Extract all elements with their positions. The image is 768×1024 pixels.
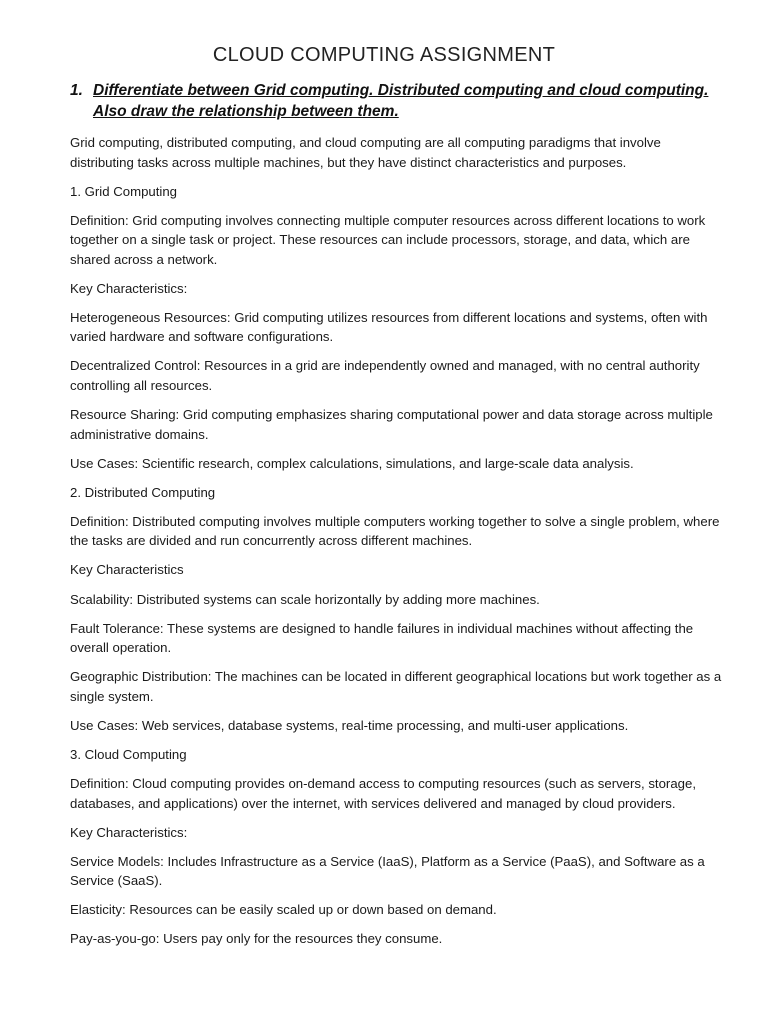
intro-paragraph: Grid computing, distributed computing, and cloud computing are all computing paradigms that involve distributing tasks across multiple machines, but they have distinct characteristics and purposes.	[70, 135, 661, 170]
question-number: 1.	[70, 82, 83, 99]
grid-use-cases: Use Cases: Scientific research, complex calculations, simulations, and large-scale data analysis.	[70, 455, 634, 471]
section-heading-distributed: 2. Distributed Computing	[70, 484, 216, 500]
distributed-key-characteristics-label: Key Characteristics	[70, 562, 184, 578]
question-text: Differentiate between Grid computing. Distributed computing and cloud computing. Also draw the relationship between them.	[93, 82, 709, 120]
cloud-service-models: Service Models: Includes Infrastructure as a Service (IaaS), Platform as a Service (PaaS), and Software as a Service (SaaS).	[70, 853, 705, 889]
cloud-key-characteristics-label: Key Characteristics:	[70, 824, 188, 840]
grid-heterogeneous-resources: Heterogeneous Resources: Grid computing utilizes resources from different locations and systems, often with varied hardware and software configurations.	[70, 309, 708, 345]
distributed-geographic-distribution: Geographic Distribution: The machines can be located in different geographical locations but work together as a single system.	[70, 669, 722, 704]
section-heading-grid: 1. Grid Computing	[70, 183, 178, 199]
page-title: CLOUD COMPUTING ASSIGNMENT	[212, 44, 556, 66]
grid-definition: Definition: Grid computing involves connecting multiple computer resources across different locations to work together on a single task or project. These resources can include processors, storage, and data, which are shared across a network.	[70, 212, 706, 267]
question-heading	[70, 80, 710, 122]
distributed-use-cases: Use Cases: Web services, database systems, real-time processing, and multi-user applications.	[70, 717, 629, 733]
grid-decentralized-control: Decentralized Control: Resources in a grid are independently owned and managed, with no central authority controlling all resources.	[70, 358, 700, 393]
grid-resource-sharing: Resource Sharing: Grid computing emphasizes sharing computational power and data storage across multiple administrative domains.	[70, 407, 713, 442]
distributed-scalability: Scalability: Distributed systems can scale horizontally by adding more machines.	[70, 591, 540, 607]
cloud-elasticity: Elasticity: Resources can be easily scaled up or down based on demand.	[70, 902, 497, 918]
cloud-definition: Definition: Cloud computing provides on-demand access to computing resources (such as servers, storage, databases, and applications) over the internet, with services delivered and managed by cloud providers.	[70, 776, 696, 811]
section-heading-cloud: 3. Cloud Computing	[70, 746, 187, 762]
distributed-fault-tolerance: Fault Tolerance: These systems are designed to handle failures in individual machines without affecting the overall operation.	[70, 620, 694, 656]
cloud-pay-as-you-go: Pay-as-you-go: Users pay only for the resources they consume.	[70, 931, 443, 947]
document-body	[70, 133, 726, 958]
distributed-definition: Definition: Distributed computing involves multiple computers working together to solve a single problem, where the tasks are divided and run concurrently across different machines.	[70, 513, 720, 549]
grid-key-characteristics-label: Key Characteristics:	[70, 280, 188, 296]
